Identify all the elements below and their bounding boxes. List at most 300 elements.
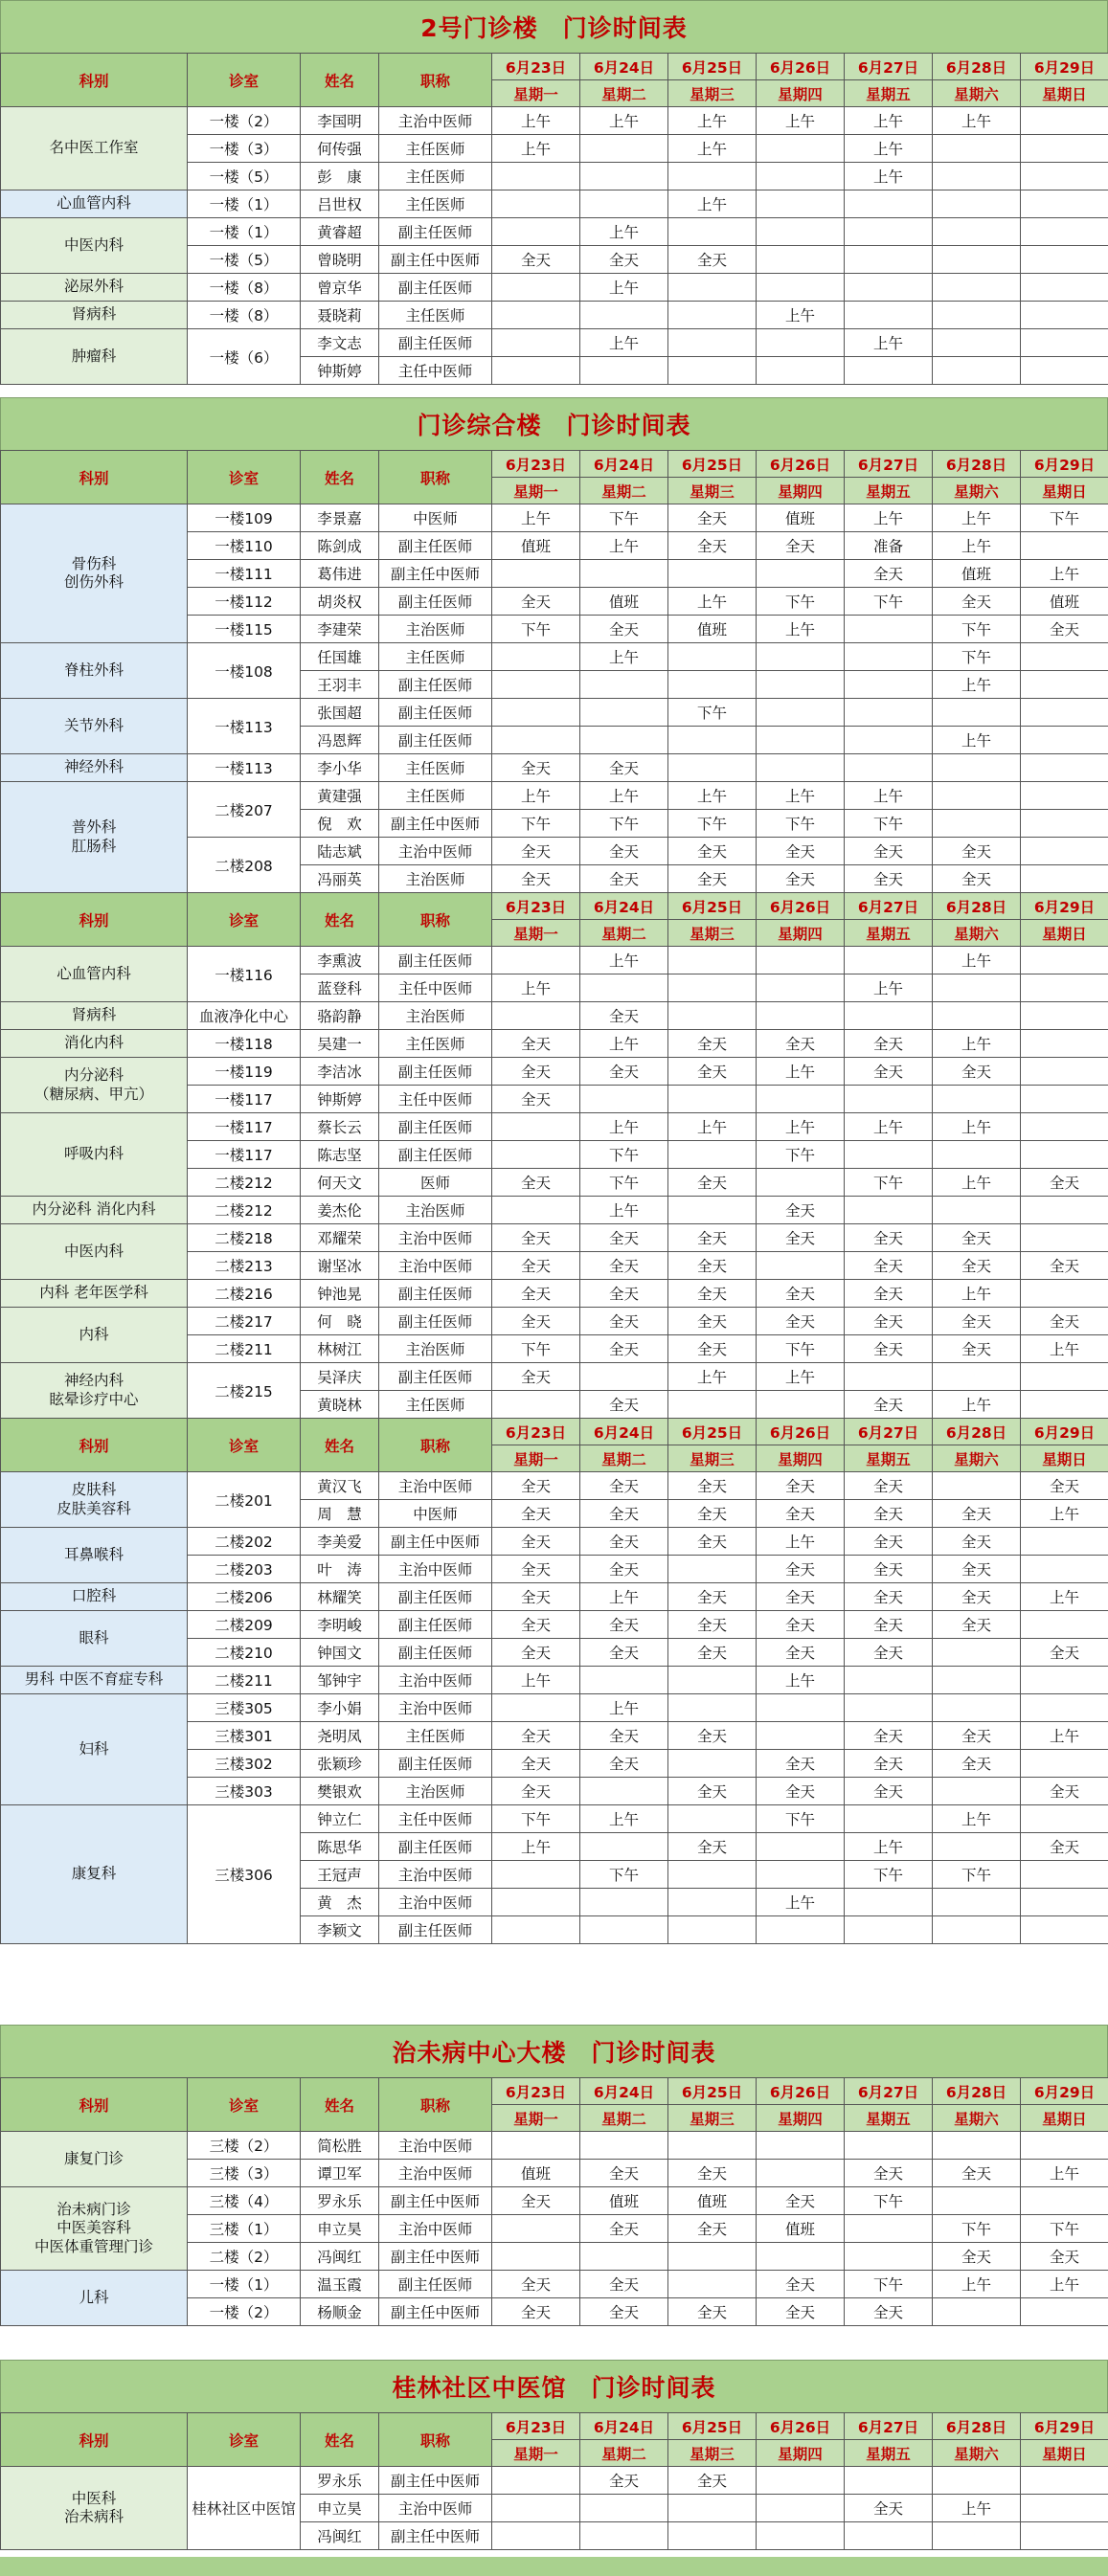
table-row (1, 1611, 1108, 1639)
schedule-slot: 全天 (580, 1611, 668, 1639)
schedule-slot (845, 1694, 933, 1722)
doctor-name: 陈志坚 (301, 1141, 379, 1169)
schedule-slot (492, 357, 580, 385)
schedule-slot (668, 302, 757, 329)
schedule-slot (757, 1833, 845, 1861)
doctor-name: 李小娟 (301, 1694, 379, 1722)
header-date: 6月25日 (668, 451, 757, 478)
schedule-slot: 全天 (668, 1280, 757, 1308)
doctor-name: 李小华 (301, 754, 379, 782)
schedule-slot (757, 1722, 845, 1750)
doctor-title: 主治中医师 (379, 1252, 492, 1280)
schedule-slot: 全天 (845, 1583, 933, 1611)
header-weekday: 星期六 (933, 1445, 1021, 1472)
schedule-slot: 全天 (580, 2298, 668, 2326)
schedule-slot (757, 1169, 845, 1197)
schedule-slot (845, 1667, 933, 1694)
schedule-slot: 上午 (668, 1113, 757, 1141)
room-cell: 一楼（5） (188, 163, 301, 190)
header-date: 6月26日 (757, 893, 845, 920)
schedule-slot: 全天 (845, 560, 933, 588)
department-cell: 脊柱外科 (1, 643, 188, 699)
schedule-slot (668, 1861, 757, 1889)
schedule-slot: 全天 (668, 1169, 757, 1197)
doctor-name: 吴泽庆 (301, 1363, 379, 1391)
schedule-slot (933, 1916, 1021, 1944)
header-room: 诊室 (188, 451, 301, 504)
schedule-slot (1021, 1889, 1108, 1916)
schedule-slot (1021, 135, 1108, 163)
header-date: 6月25日 (668, 54, 757, 80)
room-cell: 二楼207 (188, 782, 301, 838)
schedule-slot: 全天 (757, 1611, 845, 1639)
schedule-slot: 全天 (933, 1722, 1021, 1750)
header-weekday: 星期四 (757, 478, 845, 504)
doctor-name: 任国雄 (301, 643, 379, 671)
department-cell: 康复门诊 (1, 2132, 188, 2187)
doctor-name: 樊银欢 (301, 1778, 379, 1805)
schedule-slot: 上午 (757, 1667, 845, 1694)
schedule-slot: 全天 (492, 865, 580, 893)
schedule-slot (668, 1667, 757, 1694)
schedule-slot: 全天 (757, 1280, 845, 1308)
schedule-slot: 全天 (845, 1750, 933, 1778)
schedule-slot (757, 671, 845, 699)
section-title-main: 治未病中心大楼 (392, 2039, 567, 2067)
section-title (0, 2360, 1108, 2412)
schedule-slot (933, 2132, 1021, 2160)
schedule-slot: 下午 (492, 810, 580, 838)
doctor-title: 副主任医师 (379, 1750, 492, 1778)
doctor-title: 主任医师 (379, 135, 492, 163)
schedule-slot: 全天 (580, 1002, 668, 1030)
schedule-slot (492, 1916, 580, 1944)
schedule-slot: 全天 (668, 1224, 757, 1252)
schedule-slot: 上午 (1021, 1583, 1108, 1611)
header-date: 6月25日 (668, 2413, 757, 2440)
table-row (1, 218, 1108, 246)
doctor-title: 主任医师 (379, 782, 492, 810)
schedule-slot: 下午 (757, 1805, 845, 1833)
doctor-title: 主任医师 (379, 302, 492, 329)
room-cell: 二楼212 (188, 1197, 301, 1224)
header-weekday: 星期三 (668, 80, 757, 107)
schedule-slot (668, 274, 757, 302)
room-cell: 桂林社区中医馆 (188, 2467, 301, 2550)
doctor-title: 主治医师 (379, 865, 492, 893)
schedule-slot: 全天 (492, 1639, 580, 1667)
doctor-name: 张颖珍 (301, 1750, 379, 1778)
doctor-title: 主任医师 (379, 643, 492, 671)
room-cell: 三楼301 (188, 1722, 301, 1750)
schedule-slot (757, 2522, 845, 2550)
schedule-slot: 下午 (580, 810, 668, 838)
schedule-slot: 全天 (668, 2160, 757, 2187)
header-date: 6月25日 (668, 2078, 757, 2105)
schedule-slot (1021, 1086, 1108, 1113)
schedule-slot: 全天 (668, 532, 757, 560)
doctor-name: 何 晓 (301, 1308, 379, 1335)
schedule-slot (668, 329, 757, 357)
header-date: 6月28日 (933, 1419, 1021, 1445)
schedule-slot (1021, 1224, 1108, 1252)
doctor-title: 主治中医师 (379, 838, 492, 865)
schedule-slot: 全天 (757, 1500, 845, 1528)
schedule-slot: 全天 (492, 588, 580, 616)
section-title-sub: 门诊时间表 (591, 2039, 716, 2067)
schedule-slot (933, 357, 1021, 385)
schedule-slot (933, 274, 1021, 302)
schedule-slot: 全天 (845, 2160, 933, 2187)
schedule-slot: 全天 (1021, 1778, 1108, 1805)
schedule-slot (757, 135, 845, 163)
department-cell: 康复科 (1, 1805, 188, 1944)
room-cell: 一楼108 (188, 643, 301, 699)
schedule-slot: 上午 (1021, 2160, 1108, 2187)
room-cell: 一楼（2） (188, 107, 301, 135)
schedule-slot: 全天 (492, 1722, 580, 1750)
doctor-title: 主治中医师 (379, 2215, 492, 2243)
schedule-slot: 上午 (933, 2495, 1021, 2522)
schedule-slot: 上午 (580, 218, 668, 246)
schedule-slot: 上午 (668, 190, 757, 218)
schedule-table (0, 450, 1108, 1944)
schedule-slot (757, 357, 845, 385)
room-cell: 三楼（4） (188, 2187, 301, 2215)
room-cell: 二楼206 (188, 1583, 301, 1611)
table-row (1, 504, 1108, 532)
header-weekday: 星期日 (1021, 1445, 1108, 1472)
header-room: 诊室 (188, 893, 301, 947)
schedule-slot: 全天 (757, 2298, 845, 2326)
schedule-slot: 上午 (668, 107, 757, 135)
doctor-name: 吴建一 (301, 1030, 379, 1058)
schedule-slot: 上午 (933, 947, 1021, 974)
doctor-name: 李文志 (301, 329, 379, 357)
header-weekday: 星期六 (933, 920, 1021, 947)
schedule-table (0, 53, 1108, 385)
header-row-dates (1, 1419, 1108, 1445)
header-room: 诊室 (188, 54, 301, 107)
schedule-slot (757, 1002, 845, 1030)
schedule-slot (1021, 974, 1108, 1002)
header-room: 诊室 (188, 2078, 301, 2132)
schedule-slot (668, 1694, 757, 1722)
doctor-title: 副主任医师 (379, 329, 492, 357)
schedule-slot: 全天 (668, 1778, 757, 1805)
schedule-slot: 全天 (492, 1280, 580, 1308)
header-date: 6月25日 (668, 893, 757, 920)
schedule-slot: 下午 (845, 1169, 933, 1197)
room-cell: 一楼117 (188, 1113, 301, 1141)
department-cell: 关节外科 (1, 699, 188, 754)
schedule-slot (933, 974, 1021, 1002)
doctor-name: 倪 欢 (301, 810, 379, 838)
schedule-slot: 全天 (933, 1528, 1021, 1556)
schedule-slot (668, 1750, 757, 1778)
doctor-title: 主任医师 (379, 1030, 492, 1058)
schedule-slot: 上午 (933, 532, 1021, 560)
room-cell: 一楼112 (188, 588, 301, 616)
doctor-title: 主任中医师 (379, 974, 492, 1002)
room-cell: 二楼（2） (188, 2243, 301, 2271)
doctor-title: 中医师 (379, 504, 492, 532)
schedule-slot: 上午 (580, 274, 668, 302)
header-weekday: 星期三 (668, 1445, 757, 1472)
doctor-name: 林耀笑 (301, 1583, 379, 1611)
header-weekday: 星期四 (757, 1445, 845, 1472)
table-row (1, 1694, 1108, 1722)
schedule-slot (933, 163, 1021, 190)
doctor-name: 林树江 (301, 1335, 379, 1363)
doctor-title: 主治医师 (379, 616, 492, 643)
schedule-slot: 全天 (580, 865, 668, 893)
doctor-name: 简松胜 (301, 2132, 379, 2160)
schedule-slot (933, 2298, 1021, 2326)
doctor-title: 主任中医师 (379, 1086, 492, 1113)
department-cell: 骨伤科 创伤外科 (1, 504, 188, 643)
header-date: 6月23日 (492, 2078, 580, 2105)
schedule-slot (1021, 163, 1108, 190)
schedule-slot: 全天 (492, 2298, 580, 2326)
schedule-slot (668, 218, 757, 246)
doctor-name: 冯闽红 (301, 2522, 379, 2550)
doctor-name: 黄 杰 (301, 1889, 379, 1916)
header-date: 6月27日 (845, 54, 933, 80)
header-weekday: 星期日 (1021, 2440, 1108, 2467)
schedule-slot (1021, 302, 1108, 329)
schedule-slot: 全天 (492, 1528, 580, 1556)
schedule-slot: 全天 (845, 1778, 933, 1805)
header-dept: 科别 (1, 2413, 188, 2467)
doctor-title: 副主任医师 (379, 1280, 492, 1308)
schedule-slot (933, 190, 1021, 218)
schedule-slot (845, 218, 933, 246)
doctor-name: 邹钟宇 (301, 1667, 379, 1694)
schedule-slot (492, 302, 580, 329)
header-date: 6月28日 (933, 2413, 1021, 2440)
doctor-title: 主任医师 (379, 190, 492, 218)
schedule-slot (845, 616, 933, 643)
room-cell: 一楼117 (188, 1141, 301, 1169)
schedule-slot (845, 671, 933, 699)
schedule-slot: 全天 (492, 1750, 580, 1778)
schedule-slot: 值班 (492, 2160, 580, 2187)
room-cell: 一楼（1） (188, 190, 301, 218)
header-name: 姓名 (301, 1419, 379, 1472)
schedule-slot (1021, 1861, 1108, 1889)
department-cell: 妇科 (1, 1694, 188, 1805)
room-cell: 二楼203 (188, 1556, 301, 1583)
schedule-slot (845, 1916, 933, 1944)
doctor-title: 主任医师 (379, 754, 492, 782)
schedule-slot (668, 2495, 757, 2522)
schedule-slot: 全天 (757, 1308, 845, 1335)
schedule-slot: 全天 (1021, 2243, 1108, 2271)
schedule-slot (1021, 1916, 1108, 1944)
schedule-slot: 全天 (492, 1308, 580, 1335)
doctor-title: 副主任医师 (379, 2271, 492, 2298)
header-weekday: 星期五 (845, 2105, 933, 2132)
header-dept: 科别 (1, 893, 188, 947)
schedule-slot (757, 329, 845, 357)
schedule-slot (668, 727, 757, 754)
schedule-slot (1021, 1058, 1108, 1086)
section-title-main: 2号门诊楼 (420, 14, 538, 42)
schedule-slot (757, 2132, 845, 2160)
header-name: 姓名 (301, 2413, 379, 2467)
schedule-slot (933, 1086, 1021, 1113)
schedule-slot (668, 974, 757, 1002)
doctor-name: 冯丽英 (301, 865, 379, 893)
schedule-slot: 全天 (933, 1611, 1021, 1639)
room-cell: 三楼305 (188, 1694, 301, 1722)
doctor-name: 李颖文 (301, 1916, 379, 1944)
schedule-slot (580, 302, 668, 329)
schedule-slot (580, 1363, 668, 1391)
schedule-slot (845, 190, 933, 218)
table-row (1, 1805, 1108, 1833)
schedule-slot: 下午 (1021, 504, 1108, 532)
schedule-slot: 上午 (1021, 2271, 1108, 2298)
schedule-slot: 全天 (580, 1224, 668, 1252)
schedule-slot: 全天 (492, 246, 580, 274)
header-weekday: 星期五 (845, 80, 933, 107)
header-weekday: 星期二 (580, 2440, 668, 2467)
schedule-slot: 全天 (757, 1778, 845, 1805)
schedule-slot (933, 810, 1021, 838)
schedule-slot: 全天 (757, 1583, 845, 1611)
doctor-title: 主治中医师 (379, 2160, 492, 2187)
schedule-slot (668, 2132, 757, 2160)
header-date: 6月26日 (757, 451, 845, 478)
doctor-name: 聂晓莉 (301, 302, 379, 329)
header-name: 姓名 (301, 451, 379, 504)
doctor-name: 杨顺金 (301, 2298, 379, 2326)
schedule-slot (668, 1805, 757, 1833)
schedule-slot: 全天 (580, 2271, 668, 2298)
schedule-slot (757, 1694, 845, 1722)
schedule-slot (668, 1002, 757, 1030)
schedule-slot (492, 1861, 580, 1889)
schedule-slot (933, 1472, 1021, 1500)
schedule-slot: 全天 (668, 1639, 757, 1667)
doctor-name: 李明峻 (301, 1611, 379, 1639)
header-dept: 科别 (1, 54, 188, 107)
schedule-slot (1021, 2522, 1108, 2550)
table-row (1, 1113, 1108, 1141)
doctor-title: 副主任医师 (379, 218, 492, 246)
department-cell: 耳鼻喉科 (1, 1528, 188, 1583)
doctor-title: 主治医师 (379, 1197, 492, 1224)
schedule-slot: 全天 (845, 838, 933, 865)
schedule-slot: 上午 (580, 1197, 668, 1224)
department-cell: 泌尿外科 (1, 274, 188, 302)
schedule-slot: 全天 (492, 1058, 580, 1086)
doctor-name: 王羽丰 (301, 671, 379, 699)
table-row (1, 2132, 1108, 2160)
doctor-name: 李建荣 (301, 616, 379, 643)
schedule-slot (1021, 643, 1108, 671)
table-row (1, 329, 1108, 357)
header-title: 职称 (379, 1419, 492, 1472)
room-cell: 一楼（2） (188, 2298, 301, 2326)
doctor-title: 主任中医师 (379, 357, 492, 385)
schedule-slot (1021, 810, 1108, 838)
schedule-slot: 值班 (933, 560, 1021, 588)
schedule-section (0, 0, 1108, 385)
schedule-slot (668, 357, 757, 385)
schedule-slot (845, 1141, 933, 1169)
schedule-slot: 上午 (580, 1694, 668, 1722)
schedule-slot (1021, 754, 1108, 782)
schedule-slot: 全天 (757, 1197, 845, 1224)
header-weekday: 星期六 (933, 80, 1021, 107)
schedule-slot (668, 163, 757, 190)
schedule-slot: 全天 (492, 838, 580, 865)
room-cell: 一楼（8） (188, 302, 301, 329)
schedule-slot (668, 560, 757, 588)
schedule-slot: 全天 (933, 1556, 1021, 1583)
header-date: 6月25日 (668, 1419, 757, 1445)
schedule-slot (933, 699, 1021, 727)
schedule-slot: 上午 (668, 135, 757, 163)
schedule-slot: 全天 (1021, 1252, 1108, 1280)
doctor-title: 副主任中医师 (379, 810, 492, 838)
schedule-slot (668, 643, 757, 671)
header-weekday: 星期一 (492, 920, 580, 947)
doctor-name: 陈思华 (301, 1833, 379, 1861)
schedule-slot: 全天 (668, 2298, 757, 2326)
schedule-slot (757, 947, 845, 974)
header-weekday: 星期五 (845, 920, 933, 947)
schedule-slot (933, 135, 1021, 163)
department-cell: 肾病科 (1, 1002, 188, 1030)
room-cell: 一楼119 (188, 1058, 301, 1086)
doctor-title: 副主任中医师 (379, 2187, 492, 2215)
header-date: 6月24日 (580, 893, 668, 920)
schedule-slot: 全天 (933, 2243, 1021, 2271)
room-cell: 一楼（1） (188, 2271, 301, 2298)
doctor-title: 副主任医师 (379, 1833, 492, 1861)
header-weekday: 星期四 (757, 2440, 845, 2467)
schedule-slot: 全天 (845, 865, 933, 893)
schedule-slot: 全天 (845, 1472, 933, 1500)
doctor-title: 副主任医师 (379, 274, 492, 302)
doctor-name: 吕世权 (301, 190, 379, 218)
schedule-slot: 上午 (580, 643, 668, 671)
schedule-slot: 全天 (845, 1058, 933, 1086)
doctor-name: 黄晓林 (301, 1391, 379, 1419)
schedule-slot (845, 1002, 933, 1030)
doctor-title: 副主任中医师 (379, 1528, 492, 1556)
doctor-title: 医师 (379, 1169, 492, 1197)
schedule-slot (757, 274, 845, 302)
schedule-slot (845, 754, 933, 782)
schedule-slot (933, 329, 1021, 357)
header-date: 6月29日 (1021, 2413, 1108, 2440)
header-date: 6月29日 (1021, 1419, 1108, 1445)
header-title: 职称 (379, 2078, 492, 2132)
doctor-name: 周 慧 (301, 1500, 379, 1528)
schedule-slot (845, 1197, 933, 1224)
table-row (1, 107, 1108, 135)
schedule-slot (492, 1197, 580, 1224)
schedule-slot: 全天 (757, 1639, 845, 1667)
doctor-name: 骆韵静 (301, 1002, 379, 1030)
doctor-name: 钟斯婷 (301, 357, 379, 385)
schedule-slot: 上午 (580, 1805, 668, 1833)
